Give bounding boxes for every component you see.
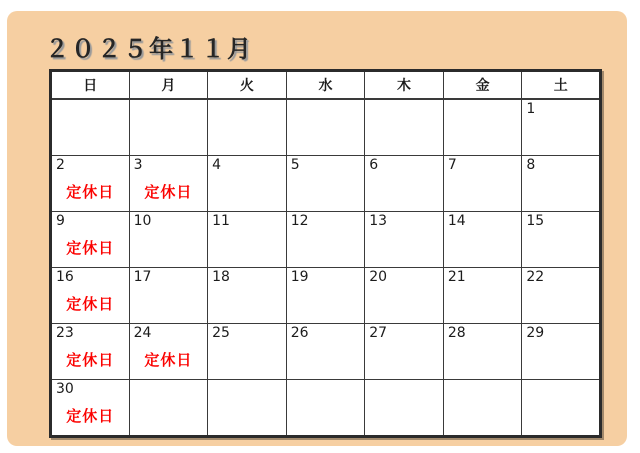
day-number: 15 xyxy=(526,213,545,229)
weekday-header: 水 xyxy=(286,71,365,100)
calendar-board xyxy=(7,11,627,446)
day-cell-20 xyxy=(365,268,444,324)
day-number xyxy=(287,100,365,118)
day-number: 27 xyxy=(369,325,388,341)
day-number: 18 xyxy=(212,269,230,285)
closed-day-label: 定休日 xyxy=(66,295,115,313)
day-cell-10 xyxy=(129,212,208,268)
day-cell-2 xyxy=(51,156,130,212)
day-cell-15 xyxy=(522,212,601,268)
day-number: 8 xyxy=(526,157,536,173)
day-number: 6 xyxy=(369,157,379,173)
day-cell-29 xyxy=(522,324,601,380)
day-cell-8 xyxy=(522,156,601,212)
day-cell-14 xyxy=(443,212,522,268)
day-number: 16 xyxy=(56,269,74,285)
day-cell-25 xyxy=(208,324,287,380)
day-cell-1 xyxy=(522,99,601,156)
day-cell-5 xyxy=(286,156,365,212)
closed-day-label: 定休日 xyxy=(144,351,193,369)
day-cell-22 xyxy=(522,268,601,324)
calendar-week-row xyxy=(51,156,601,212)
weekday-header: 日 xyxy=(51,71,130,100)
day-number: 10 xyxy=(133,213,152,229)
day-cell-26 xyxy=(286,324,365,380)
day-number: 4 xyxy=(212,157,222,173)
calendar-table xyxy=(49,69,602,438)
day-cell-30 xyxy=(51,380,130,437)
calendar-week-row xyxy=(51,268,601,324)
day-number: 5 xyxy=(290,157,300,173)
day-number: 19 xyxy=(290,269,309,285)
day-cell-3 xyxy=(129,156,208,212)
day-number xyxy=(365,380,443,398)
day-number xyxy=(287,380,365,398)
weekday-header-row xyxy=(51,71,601,100)
day-number: 12 xyxy=(290,213,309,229)
calendar-week-row xyxy=(51,380,601,437)
day-cell-4 xyxy=(208,156,287,212)
day-cell-7 xyxy=(443,156,522,212)
day-cell-13 xyxy=(365,212,444,268)
calendar-week-row xyxy=(51,212,601,268)
day-cell-27 xyxy=(365,324,444,380)
calendar-week-row xyxy=(51,324,601,380)
day-number: 13 xyxy=(369,213,388,229)
day-number: 28 xyxy=(447,325,466,341)
day-number: 17 xyxy=(133,269,152,285)
day-number xyxy=(208,100,286,118)
day-cell-24 xyxy=(129,324,208,380)
day-cell-empty xyxy=(286,99,365,156)
day-number xyxy=(365,100,443,118)
day-number xyxy=(444,100,522,118)
day-number: 9 xyxy=(56,213,65,229)
day-cell-17 xyxy=(129,268,208,324)
day-number: 21 xyxy=(447,269,466,285)
day-cell-empty xyxy=(286,380,365,437)
day-cell-19 xyxy=(286,268,365,324)
day-cell-empty xyxy=(208,99,287,156)
day-cell-empty xyxy=(365,380,444,437)
closed-day-label: 定休日 xyxy=(66,407,115,425)
day-number: 2 xyxy=(56,157,65,173)
day-number xyxy=(522,380,599,398)
weekday-header: 火 xyxy=(208,71,287,100)
day-number: 29 xyxy=(526,325,545,341)
day-number: 3 xyxy=(133,157,143,173)
weekday-header: 木 xyxy=(365,71,444,100)
closed-day-label: 定休日 xyxy=(66,183,115,201)
day-number xyxy=(444,380,522,398)
day-cell-12 xyxy=(286,212,365,268)
day-number: 1 xyxy=(526,101,536,117)
weekday-header: 金 xyxy=(443,71,522,100)
day-cell-empty xyxy=(129,99,208,156)
day-number xyxy=(130,380,208,398)
day-number xyxy=(52,100,129,118)
day-cell-28 xyxy=(443,324,522,380)
day-number: 25 xyxy=(212,325,230,341)
day-number: 23 xyxy=(56,325,74,341)
day-number: 30 xyxy=(56,381,74,397)
day-number xyxy=(208,380,286,398)
day-cell-empty xyxy=(365,99,444,156)
day-number: 26 xyxy=(290,325,309,341)
day-number: 20 xyxy=(369,269,388,285)
calendar-month-title: ２０２５年１１月 xyxy=(45,35,253,63)
day-number: 24 xyxy=(133,325,152,341)
day-cell-empty xyxy=(443,380,522,437)
day-cell-empty xyxy=(51,99,130,156)
day-cell-16 xyxy=(51,268,130,324)
day-number xyxy=(130,100,208,118)
closed-day-label: 定休日 xyxy=(144,183,193,201)
day-cell-21 xyxy=(443,268,522,324)
weekday-header: 土 xyxy=(522,71,601,100)
day-cell-empty xyxy=(129,380,208,437)
day-number: 11 xyxy=(212,213,230,229)
day-number: 7 xyxy=(447,157,457,173)
day-cell-6 xyxy=(365,156,444,212)
day-cell-empty xyxy=(522,380,601,437)
day-number: 22 xyxy=(526,269,545,285)
day-cell-9 xyxy=(51,212,130,268)
day-cell-empty xyxy=(208,380,287,437)
closed-day-label: 定休日 xyxy=(66,239,115,257)
day-cell-23 xyxy=(51,324,130,380)
closed-day-label: 定休日 xyxy=(66,351,115,369)
weekday-header: 月 xyxy=(129,71,208,100)
day-cell-11 xyxy=(208,212,287,268)
day-cell-empty xyxy=(443,99,522,156)
calendar-week-row xyxy=(51,99,601,156)
day-cell-18 xyxy=(208,268,287,324)
day-number: 14 xyxy=(447,213,466,229)
